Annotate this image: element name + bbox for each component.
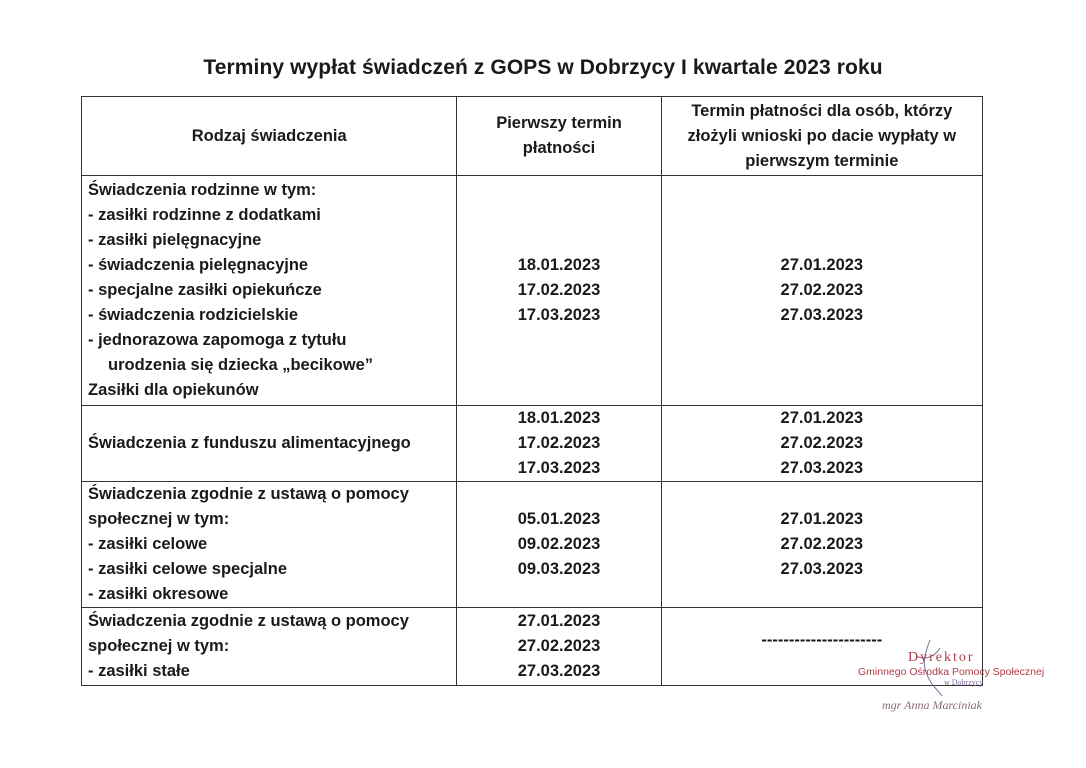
- header-later-date: Termin płatności dla osób, którzy złożyli wnioski po dacie wypłaty w pierwszym terminie: [661, 97, 982, 176]
- first-date-cell: 27.01.2023 27.02.2023 27.03.2023: [457, 608, 661, 686]
- header-benefit-type: Rodzaj świadczenia: [82, 97, 457, 176]
- later-date-cell: 27.01.2023 27.02.2023 27.03.2023: [661, 482, 982, 608]
- stamp-town: w Dobrzycy: [944, 678, 984, 687]
- first-date-cell: 18.01.2023 17.02.2023 17.03.2023: [457, 406, 661, 482]
- table-row: [82, 482, 983, 608]
- stamp-title: Dyrektor: [908, 650, 975, 665]
- table-header-row: [82, 97, 983, 176]
- header-first-date: Pierwszy termin płatności: [457, 97, 661, 176]
- later-date-cell: 27.01.2023 27.02.2023 27.03.2023: [661, 406, 982, 482]
- benefit-type-cell: Świadczenia zgodnie z ustawą o pomocy społecznej w tym: - zasiłki stałe: [82, 608, 457, 686]
- table-row: [82, 406, 983, 482]
- stamp-name: mgr Anna Marciniak: [882, 698, 982, 712]
- later-date-cell: 27.01.2023 27.02.2023 27.03.2023: [661, 176, 982, 406]
- document-title: Terminy wypłat świadczeń z GOPS w Dobrzycy I kwartale 2023 roku: [203, 56, 883, 79]
- stamp-organization: Gminnego Ośrodka Pomocy Społecznej: [858, 666, 1045, 678]
- first-date-cell: 18.01.2023 17.02.2023 17.03.2023: [457, 176, 661, 406]
- benefit-type-cell: Świadczenia rodzinne w tym: - zasiłki rodzinne z dodatkami - zasiłki pielęgnacyjne - świadczenia pielęgnacyjne - specjalne zasiłki opiekuńcze - świadczenia rodzicielskie - jednorazowa zapomoga z tytułu urodzenia się dziecka „becikowe” Zasiłki dla opiekunów: [82, 176, 457, 406]
- table-row: [82, 608, 983, 686]
- table-row: [82, 176, 983, 406]
- director-signature-stamp: [856, 638, 1045, 718]
- first-date-cell: 05.01.2023 09.02.2023 09.03.2023: [457, 482, 661, 608]
- benefit-type-cell: Świadczenia zgodnie z ustawą o pomocy społecznej w tym: - zasiłki celowe - zasiłki celowe specjalne - zasiłki okresowe: [82, 482, 457, 608]
- later-date-cell: ----------------------: [661, 608, 982, 686]
- payment-schedule-table: [81, 96, 983, 686]
- benefit-type-cell: Świadczenia z funduszu alimentacyjnego: [82, 406, 457, 482]
